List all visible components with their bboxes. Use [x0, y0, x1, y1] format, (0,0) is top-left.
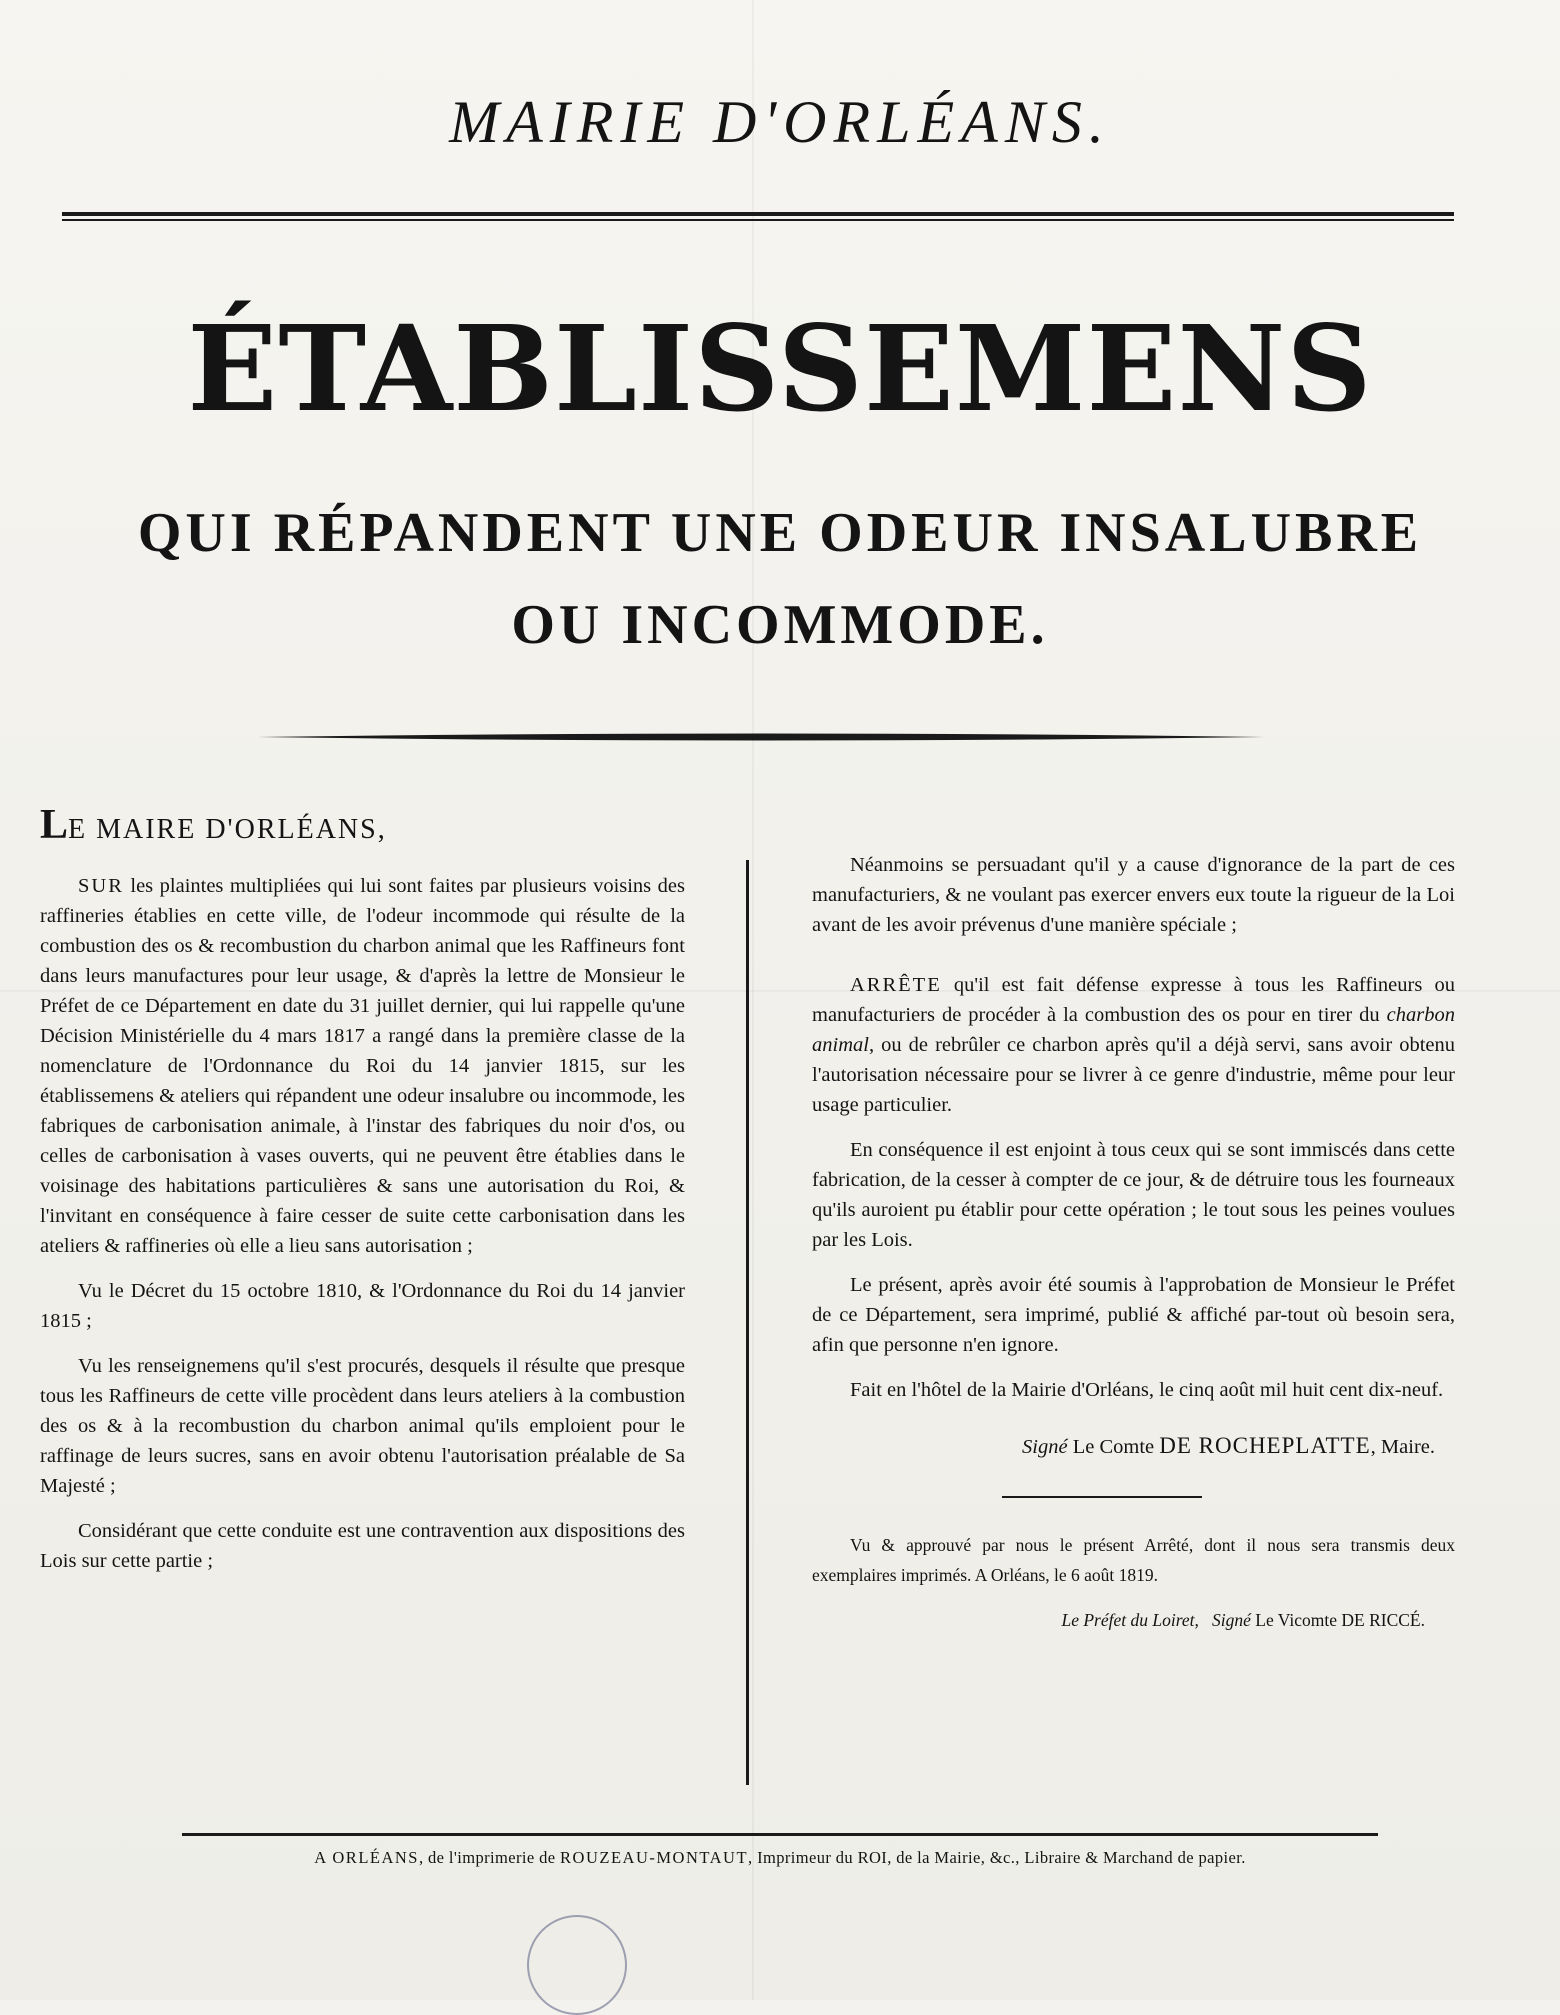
- swelled-rule: [258, 732, 1264, 742]
- right-paragraph-1: Néanmoins se persuadant qu'il y a cause d'ignorance de la part de ces manufacturiers, & ne voulant pas exercer envers eux toute la rigueur de la Loi avant de les avoir prévenus d'une manière spéciale ;: [812, 854, 1455, 936]
- prefect-name: DE RICCÉ.: [1341, 1610, 1425, 1630]
- imprint-city: A ORLÉANS: [314, 1848, 419, 1867]
- prefect-approval: Vu & approuvé par nous le présent Arrêté, dont il nous sera transmis deux exemplaires imprimés. A Orléans, le 6 août 1819.: [812, 1535, 1455, 1585]
- imprint-text-1: , de l'imprimerie de: [418, 1848, 561, 1867]
- right-paragraph-4: Le présent, après avoir été soumis à l'approbation de Monsieur le Préfet de ce Département, sera imprimé, publié & affiché par-tout où besoin sera, afin que personne n'en ignore.: [812, 1274, 1455, 1356]
- printer-imprint: [0, 1848, 1560, 1868]
- left-paragraph-2: Vu le Décret du 15 octobre 1810, & l'Ordonnance du Roi du 14 janvier 1815 ;: [40, 1280, 685, 1332]
- left-column: [40, 802, 685, 1591]
- double-rule-top: [62, 212, 1454, 222]
- main-title: ÉTABLISSEMENS: [187, 299, 1373, 438]
- left-paragraph-4: Considérant que cette conduite est une contravention aux dispositions des Lois sur cette partie ;: [40, 1520, 685, 1572]
- mayor-role: , Maire.: [1370, 1436, 1435, 1458]
- archive-stamp: [527, 1915, 627, 2015]
- right-paragraph-2: [812, 970, 1455, 1120]
- right-paragraph-3: En conséquence il est enjoint à tous ceux qui se sont immiscés dans cette fabrication, de la cesser à compter de ce jour, & de détruire tous les fourneaux qu'ils auroient pu établir pour cette opération ; le tout sous les peines voulues par les Lois.: [812, 1139, 1455, 1251]
- prefect-signe: Signé: [1212, 1610, 1251, 1630]
- left-paragraph-1-text: les plaintes multipliées qui lui sont faites par plusieurs voisins des raffineries établies en cette ville, de l'odeur incommode qui résulte de la combustion des os & recombustion du charbon animal que les Raffineurs font dans leurs manufactures pour leur usage, & d'après la lettre de Monsieur le Préfet de ce Département en date du 31 juillet dernier, qui lui rappelle qu'une Décision Ministérielle du 4 mars 1817 a rangé dans la première classe de la nomenclature de l'Ordonnance du Roi du 14 janvier 1815, sur les établissemens & ateliers qui répandent une odeur insalubre ou incommode, les fabriques de carbonisation animale, à l'instar des fabriques du noir d'os, ou celles de carbonisation à vases ouverts, qui ne peuvent être établies dans le voisinage des habitations particulières & sans une autorisation du Roi, & l'invitant en conséquence à faire cesser de suite cette carbonisation dans les ateliers & raffineries où elle a lieu sans autorisation ;: [40, 875, 685, 1257]
- arrete-lead-word: ARRÊTE: [850, 974, 942, 996]
- left-paragraph-3: Vu les renseignemens qu'il s'est procurés, desquels il résulte que presque tous les Raffineurs de cette ville procèdent dans leurs ateliers à la combustion des os & à la recombustion du charbon animal qu'ils emploient pour le raffinage de leurs sucres, sans en avoir obtenu l'autorisation préalable de Sa Majesté ;: [40, 1355, 685, 1497]
- right-paragraph-2-text-b: , ou de rebrûler ce charbon après qu'il a déjà servi, sans avoir obtenu l'autorisation nécessaire pour se livrer à ce genre d'industrie, même pour leur usage particulier.: [812, 1034, 1455, 1116]
- paragraph-lead-word: SUR: [78, 875, 124, 897]
- prefect-title: Le Vicomte: [1255, 1610, 1337, 1630]
- subtitle-line-1: QUI RÉPANDENT UNE ODEUR INSALUBRE: [137, 502, 1423, 564]
- mayor-signature: [812, 1431, 1455, 1462]
- charbon-animal-italic: charbon animal: [812, 1004, 1455, 1056]
- opening-text: E MAIRE D'ORLÉANS,: [68, 814, 387, 845]
- right-column: [812, 850, 1455, 1635]
- signature-rule: [1002, 1496, 1202, 1498]
- imprint-text-2: , Imprimeur du ROI, de la Mairie, &c., Libraire & Marchand de papier.: [748, 1848, 1246, 1867]
- column-divider: [746, 860, 749, 1785]
- subtitle-line-2: OU INCOMMODE.: [511, 594, 1049, 656]
- prefect-signature: [812, 1605, 1455, 1635]
- mayor-title: Le Comte: [1072, 1436, 1155, 1458]
- prefect-label: Le Préfet du Loiret,: [1061, 1610, 1199, 1630]
- bottom-rule: [182, 1833, 1378, 1836]
- mayor-name: DE ROCHEPLATTE: [1159, 1433, 1371, 1458]
- mairie-heading: MAIRIE D'ORLÉANS.: [449, 89, 1111, 155]
- right-paragraph-5: Fait en l'hôtel de la Mairie d'Orléans, le cinq août mil huit cent dix-neuf.: [850, 1379, 1444, 1401]
- left-paragraph-1: [40, 871, 685, 1261]
- opening-line: [40, 802, 685, 848]
- right-paragraph-2-text-a: qu'il est fait défense expresse à tous les Raffineurs ou manufacturiers de procéder à la combustion des os pour en tirer du: [812, 974, 1455, 1026]
- drop-cap: L: [40, 802, 69, 848]
- signe-label: Signé: [1022, 1436, 1068, 1458]
- imprint-printer: ROUZEAU-MONTAUT: [560, 1848, 749, 1867]
